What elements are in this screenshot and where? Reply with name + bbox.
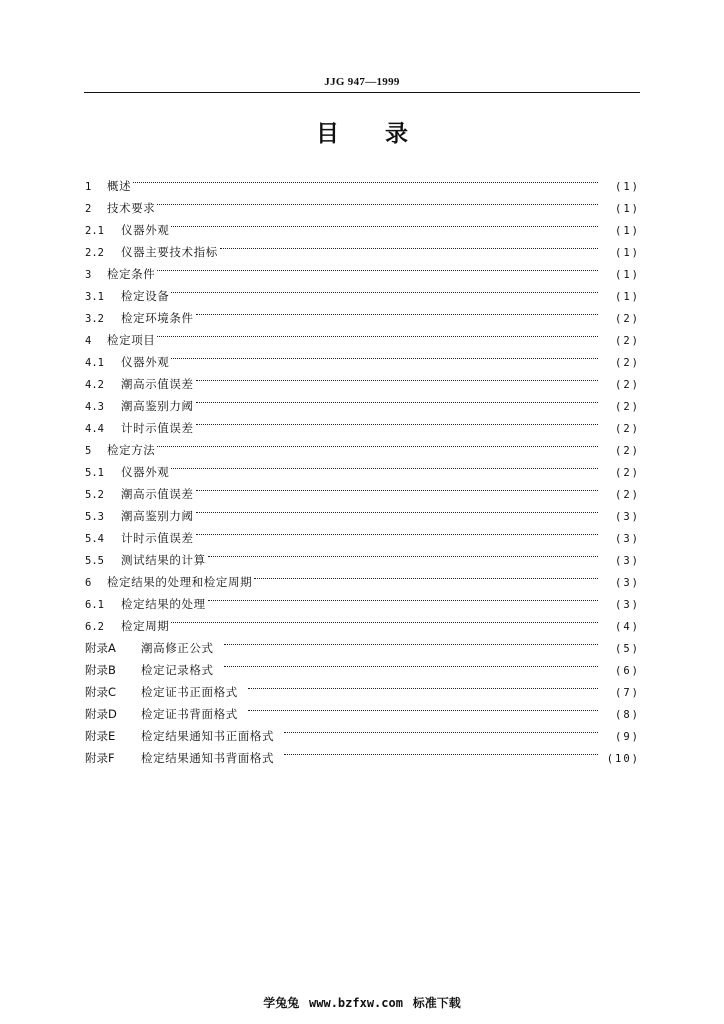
toc-entry-number: 6.1 <box>85 599 104 611</box>
toc-entry-page: (1) <box>615 225 640 237</box>
toc-leader-dots <box>224 630 598 652</box>
toc-entry-number: 6 <box>85 577 92 589</box>
toc-entry[interactable] <box>85 190 640 215</box>
toc-leader-dots <box>171 344 598 366</box>
toc-leader-dots <box>284 740 598 762</box>
toc-leader-dots <box>220 234 598 256</box>
toc-leader-dots <box>171 454 598 476</box>
footer-watermark <box>0 994 724 1012</box>
table-of-contents <box>85 168 640 765</box>
toc-entry-number: 3.2 <box>85 313 104 325</box>
running-header <box>84 70 640 93</box>
toc-leader-dots <box>196 520 598 542</box>
toc-entry-title: 计时示值误差 <box>121 531 194 545</box>
toc-entry-number: 4.3 <box>85 401 104 413</box>
toc-entry-page: (10) <box>606 753 640 765</box>
toc-entry-page: (6) <box>615 665 640 677</box>
toc-leader-dots <box>208 542 598 564</box>
toc-entry-page: (1) <box>615 269 640 281</box>
toc-entry[interactable] <box>85 168 640 193</box>
toc-entry-number: 2.1 <box>85 225 104 237</box>
toc-entry-title: 测试结果的计算 <box>121 553 206 567</box>
toc-entry-title: 仪器外观 <box>121 223 170 237</box>
toc-entry[interactable] <box>85 344 640 369</box>
toc-entry-number: 附录F <box>85 751 115 765</box>
toc-entry-number: 2.2 <box>85 247 104 259</box>
toc-entry-number: 4 <box>85 335 92 347</box>
toc-entry[interactable] <box>85 278 640 303</box>
toc-leader-dots <box>254 564 598 586</box>
toc-leader-dots <box>196 388 598 410</box>
toc-entry-number: 1 <box>85 181 92 193</box>
footer-brand: 学兔兔 <box>263 996 300 1010</box>
toc-entry-title: 仪器主要技术指标 <box>121 245 218 259</box>
toc-entry-number: 3.1 <box>85 291 104 303</box>
toc-entry-title: 仪器外观 <box>121 465 170 479</box>
toc-entry-title: 技术要求 <box>107 201 156 215</box>
toc-entry-title: 仪器外观 <box>121 355 170 369</box>
toc-entry-page: (3) <box>615 599 640 611</box>
toc-entry-page: (8) <box>615 709 640 721</box>
toc-entry-number: 4.4 <box>85 423 104 435</box>
toc-entry-title: 潮高鉴别力阈 <box>121 399 194 413</box>
toc-entry-page: (3) <box>615 533 640 545</box>
toc-leader-dots <box>196 300 598 322</box>
toc-entry-number: 6.2 <box>85 621 104 633</box>
toc-leader-dots <box>157 190 598 212</box>
toc-entry-title: 潮高示值误差 <box>121 487 194 501</box>
toc-entry-page: (7) <box>615 687 640 699</box>
toc-leader-dots <box>284 718 598 740</box>
toc-entry-title: 潮高修正公式 <box>141 641 214 655</box>
page-title: 目录 <box>316 121 454 147</box>
toc-entry-number: 2 <box>85 203 92 215</box>
toc-entry-page: (2) <box>615 445 640 457</box>
toc-entry-number: 附录E <box>85 729 116 743</box>
footer-suffix: 标准下载 <box>412 996 461 1010</box>
toc-entry-page: (3) <box>615 577 640 589</box>
toc-entry-page: (3) <box>615 511 640 523</box>
toc-entry-number: 附录D <box>85 707 117 721</box>
toc-entry-title: 潮高示值误差 <box>121 377 194 391</box>
toc-leader-dots <box>133 168 598 190</box>
toc-entry-number: 附录A <box>85 641 116 655</box>
footer-url[interactable]: www.bzfxw.com <box>309 996 403 1010</box>
toc-leader-dots <box>196 476 598 498</box>
toc-entry-page: (1) <box>615 181 640 193</box>
toc-entry-title: 检定环境条件 <box>121 311 194 325</box>
toc-entry-title: 计时示值误差 <box>121 421 194 435</box>
toc-leader-dots <box>248 674 598 696</box>
toc-entry-title: 检定设备 <box>121 289 170 303</box>
toc-entry-title: 概述 <box>107 179 132 193</box>
toc-leader-dots <box>208 586 598 608</box>
toc-entry-title: 检定结果通知书背面格式 <box>141 751 275 765</box>
toc-entry[interactable] <box>85 322 640 347</box>
toc-leader-dots <box>248 696 598 718</box>
toc-entry-number: 附录B <box>85 663 116 677</box>
toc-entry-title: 检定条件 <box>107 267 156 281</box>
toc-leader-dots <box>171 212 598 234</box>
toc-entry-page: (2) <box>615 357 640 369</box>
toc-entry-number: 5.2 <box>85 489 104 501</box>
toc-entry-number: 3 <box>85 269 92 281</box>
toc-entry-page: (5) <box>615 643 640 655</box>
toc-leader-dots <box>224 652 598 674</box>
toc-leader-dots <box>196 498 598 520</box>
toc-entry-number: 4.2 <box>85 379 104 391</box>
toc-entry-number: 5.4 <box>85 533 104 545</box>
toc-entry-title: 检定证书正面格式 <box>141 685 238 699</box>
toc-entry-number: 5.1 <box>85 467 104 479</box>
toc-entry-page: (2) <box>615 401 640 413</box>
toc-leader-dots <box>157 322 598 344</box>
toc-entry-page: (1) <box>615 203 640 215</box>
toc-entry-page: (2) <box>615 379 640 391</box>
toc-entry-page: (2) <box>615 335 640 347</box>
toc-entry-page: (3) <box>615 555 640 567</box>
toc-entry-title: 检定结果的处理和检定周期 <box>107 575 253 589</box>
standard-code: JJG 947—1999 <box>324 76 400 88</box>
toc-entry-title: 检定证书背面格式 <box>141 707 238 721</box>
toc-leader-dots <box>157 256 598 278</box>
toc-entry-title: 检定方法 <box>107 443 156 457</box>
toc-entry-page: (1) <box>615 247 640 259</box>
toc-leader-dots <box>196 366 598 388</box>
toc-entry-number: 5.3 <box>85 511 104 523</box>
toc-leader-dots <box>157 432 598 454</box>
toc-entry-title: 检定项目 <box>107 333 156 347</box>
toc-entry[interactable] <box>85 256 640 281</box>
toc-entry-number: 附录C <box>85 685 117 699</box>
toc-entry[interactable] <box>85 432 640 457</box>
toc-entry-title: 检定结果的处理 <box>121 597 206 611</box>
toc-entry[interactable] <box>85 212 640 237</box>
toc-entry-title: 检定结果通知书正面格式 <box>141 729 275 743</box>
toc-entry-number: 5 <box>85 445 92 457</box>
toc-leader-dots <box>171 278 598 300</box>
toc-entry-number: 5.5 <box>85 555 104 567</box>
toc-entry-page: (1) <box>615 291 640 303</box>
toc-entry-title: 潮高鉴别力阈 <box>121 509 194 523</box>
toc-entry-page: (2) <box>615 489 640 501</box>
toc-entry-number: 4.1 <box>85 357 104 369</box>
toc-entry-title: 检定周期 <box>121 619 170 633</box>
toc-entry-page: (2) <box>615 423 640 435</box>
toc-entry-page: (2) <box>615 467 640 479</box>
toc-leader-dots <box>196 410 598 432</box>
toc-entry[interactable] <box>85 454 640 479</box>
toc-entry-page: (4) <box>615 621 640 633</box>
toc-leader-dots <box>171 608 598 630</box>
toc-entry-title: 检定记录格式 <box>141 663 214 677</box>
toc-entry-page: (9) <box>615 731 640 743</box>
toc-entry-page: (2) <box>615 313 640 325</box>
